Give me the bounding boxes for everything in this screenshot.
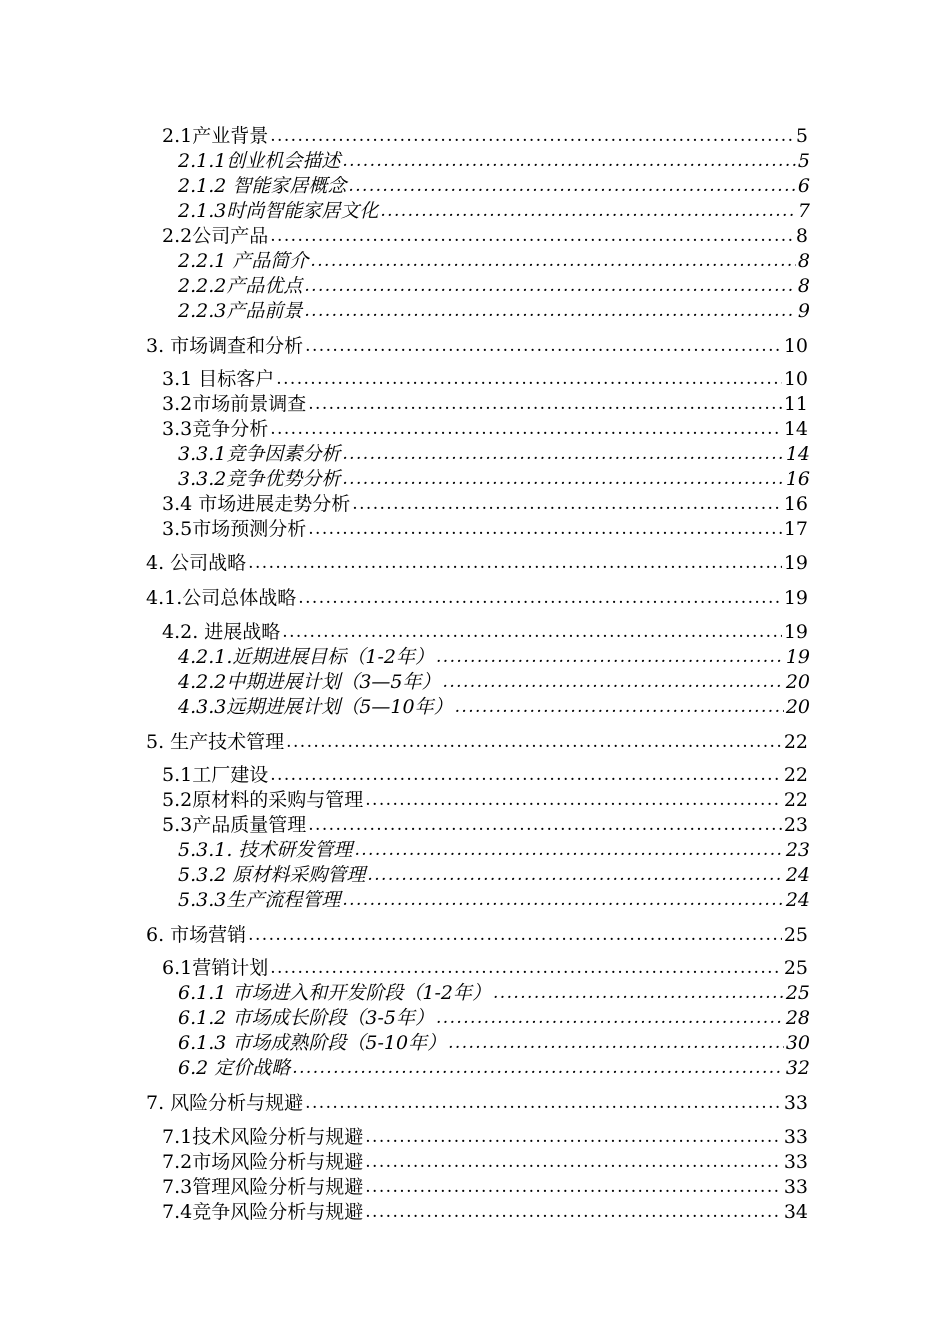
toc-entry[interactable] <box>178 838 810 862</box>
toc-page-number: 10 <box>783 335 808 357</box>
toc-entry-title: 7.2市场风险分析与规避 <box>162 1151 364 1173</box>
toc-entry[interactable] <box>162 763 808 787</box>
toc-page-number: 33 <box>783 1151 808 1173</box>
toc-entry[interactable] <box>162 1125 808 1149</box>
toc-page-number: 11 <box>783 393 808 415</box>
dot-leader <box>282 621 782 644</box>
toc-page-number: 19 <box>785 646 810 668</box>
toc-entry[interactable] <box>146 730 808 754</box>
dot-leader <box>308 814 782 837</box>
toc-entry[interactable] <box>178 249 810 273</box>
toc-page-number: 33 <box>783 1176 808 1198</box>
toc-page-number: 34 <box>783 1201 808 1223</box>
toc-entry[interactable] <box>146 551 808 575</box>
dot-leader <box>308 518 782 541</box>
toc-page-number: 6 <box>797 175 810 197</box>
toc-page-number: 8 <box>795 225 808 247</box>
toc-entry[interactable] <box>178 442 810 466</box>
toc-entry-title: 3.5市场预测分析 <box>162 518 307 540</box>
toc-page-number: 20 <box>785 671 810 693</box>
toc-entry-title: 2.2.3产品前景 <box>178 300 303 322</box>
toc-entry-title: 3.3.2竞争优势分析 <box>178 468 341 490</box>
toc-page-number: 19 <box>783 621 808 643</box>
toc-entry-title: 3.3.1竞争因素分析 <box>178 443 341 465</box>
dot-leader <box>342 889 783 912</box>
toc-entry[interactable] <box>178 863 810 887</box>
toc-page-number: 22 <box>783 764 808 786</box>
toc-entry-title: 5.1工厂建设 <box>162 764 269 786</box>
toc-page-number: 32 <box>785 1057 810 1079</box>
toc-entry[interactable] <box>162 620 808 644</box>
dot-leader <box>305 1092 782 1115</box>
toc-entry-title: 6.2 定价战略 <box>178 1057 291 1079</box>
toc-entry[interactable] <box>162 492 808 516</box>
toc-page-number: 17 <box>783 518 808 540</box>
toc-entry-title: 2.1.3时尚智能家居文化 <box>178 200 379 222</box>
toc-page-number: 33 <box>783 1092 808 1114</box>
toc-entry-title: 7.1技术风险分析与规避 <box>162 1126 364 1148</box>
toc-page-number: 23 <box>785 839 810 861</box>
toc-entry[interactable] <box>178 1056 810 1080</box>
toc-entry-title: 7. 风险分析与规避 <box>146 1092 304 1114</box>
toc-entry[interactable] <box>178 274 810 298</box>
toc-entry[interactable] <box>162 224 808 248</box>
dot-leader <box>305 335 782 358</box>
toc-entry[interactable] <box>162 392 808 416</box>
toc-page-number: 10 <box>783 368 808 390</box>
dot-leader <box>270 764 782 787</box>
dot-leader <box>367 864 783 887</box>
dot-leader <box>276 368 782 391</box>
toc-entry-title: 3.4 市场进展走势分析 <box>162 493 351 515</box>
dot-leader <box>342 443 783 466</box>
toc-entry-title: 6.1营销计划 <box>162 957 269 979</box>
toc-page-number: 19 <box>783 587 808 609</box>
toc-page-number: 25 <box>783 957 808 979</box>
dot-leader <box>365 1126 782 1149</box>
toc-page-number: 22 <box>783 789 808 811</box>
toc-entry[interactable] <box>146 923 808 947</box>
toc-page-number: 23 <box>783 814 808 836</box>
toc-entry[interactable] <box>146 586 808 610</box>
toc-entry[interactable] <box>178 670 810 694</box>
toc-page-number: 19 <box>783 552 808 574</box>
dot-leader <box>493 982 784 1005</box>
toc-entry-title: 5. 生产技术管理 <box>146 731 285 753</box>
toc-entry-title: 4. 公司战略 <box>146 552 247 574</box>
dot-leader <box>365 1201 782 1224</box>
toc-entry[interactable] <box>162 367 808 391</box>
toc-page-number: 25 <box>783 924 808 946</box>
toc-entry-title: 6.1.1 市场进入和开发阶段（1-2年） <box>178 982 491 1004</box>
toc-page-number: 33 <box>783 1126 808 1148</box>
toc-entry-title: 4.2. 进展战略 <box>162 621 281 643</box>
toc-entry-title: 3.1 目标客户 <box>162 368 275 390</box>
toc-entry[interactable] <box>178 1031 810 1055</box>
toc-entry[interactable] <box>178 888 810 912</box>
dot-leader <box>352 493 782 516</box>
dot-leader <box>270 125 794 148</box>
dot-leader <box>342 468 783 491</box>
toc-page-number: 25 <box>785 982 810 1004</box>
toc-page-number: 30 <box>785 1032 810 1054</box>
dot-leader <box>365 1151 782 1174</box>
toc-entry[interactable] <box>178 645 810 669</box>
toc-page-number: 8 <box>797 250 810 272</box>
toc-entry-title: 4.3.3远期进展计划（5—10年） <box>178 696 453 718</box>
toc-page-number: 8 <box>797 275 810 297</box>
dot-leader <box>270 225 794 248</box>
dot-leader <box>365 1176 782 1199</box>
toc-entry[interactable] <box>178 981 810 1005</box>
toc-entry[interactable] <box>178 149 810 173</box>
toc-entry[interactable] <box>162 417 808 441</box>
dot-leader <box>248 552 782 575</box>
toc-page-number: 14 <box>783 418 808 440</box>
dot-leader <box>270 418 782 441</box>
toc-entry-title: 2.1.1创业机会描述 <box>178 150 341 172</box>
dot-leader <box>298 587 782 610</box>
toc-entry[interactable] <box>162 124 808 148</box>
toc-entry[interactable] <box>162 788 808 812</box>
toc-entry-title: 5.3.2 原材料采购管理 <box>178 864 366 886</box>
dot-leader <box>270 957 782 980</box>
toc-entry[interactable] <box>146 1091 808 1115</box>
dot-leader <box>248 924 782 947</box>
toc-page-number: 24 <box>785 889 810 911</box>
dot-leader <box>380 200 796 223</box>
toc-entry-title: 7.3管理风险分析与规避 <box>162 1176 364 1198</box>
toc-page-number: 16 <box>785 468 810 490</box>
toc-page-number: 14 <box>785 443 810 465</box>
toc-page-number: 24 <box>785 864 810 886</box>
toc-entry-title: 2.1.2 智能家居概念 <box>178 175 347 197</box>
dot-leader <box>365 789 782 812</box>
toc-page-number: 7 <box>797 200 810 222</box>
toc-entry-title: 2.2.1 产品简介 <box>178 250 309 272</box>
toc-entry[interactable] <box>162 1200 808 1224</box>
dot-leader <box>443 671 784 694</box>
toc-entry[interactable] <box>162 1150 808 1174</box>
toc-entry-title: 2.2公司产品 <box>162 225 269 247</box>
toc-entry-title: 6.1.2 市场成长阶段（3-5年） <box>178 1007 434 1029</box>
toc-entry-title: 5.3.1. 技术研发管理 <box>178 839 353 861</box>
toc-entry-title: 3.3竞争分析 <box>162 418 269 440</box>
dot-leader <box>304 275 796 298</box>
dot-leader <box>455 696 784 719</box>
dot-leader <box>342 150 796 173</box>
toc-entry[interactable] <box>178 1006 810 1030</box>
toc-entry-title: 7.4竞争风险分析与规避 <box>162 1201 364 1223</box>
toc-entry[interactable] <box>162 517 808 541</box>
toc-entry-title: 4.1.公司总体战略 <box>146 587 297 609</box>
toc-page-number: 9 <box>797 300 810 322</box>
toc-entry-title: 6.1.3 市场成熟阶段（5-10年） <box>178 1032 447 1054</box>
toc-page-number: 22 <box>783 731 808 753</box>
toc-page-number: 16 <box>783 493 808 515</box>
toc-page-number: 28 <box>785 1007 810 1029</box>
dot-leader <box>308 393 782 416</box>
dot-leader <box>448 1032 784 1055</box>
toc-entry-title: 3. 市场调查和分析 <box>146 335 304 357</box>
toc-entry[interactable] <box>178 695 810 719</box>
toc-page-number: 5 <box>795 125 808 147</box>
toc-entry-title: 6. 市场营销 <box>146 924 247 946</box>
toc-entry[interactable] <box>178 174 810 198</box>
toc-entry-title: 2.1产业背景 <box>162 125 269 147</box>
toc-entry-title: 2.2.2产品优点 <box>178 275 303 297</box>
toc-page-number: 5 <box>797 150 810 172</box>
toc-entry-title: 4.2.1.近期进展目标（1-2年） <box>178 646 434 668</box>
dot-leader <box>354 839 783 862</box>
toc-entry[interactable] <box>178 467 810 491</box>
toc-page-number: 20 <box>785 696 810 718</box>
toc-entry[interactable] <box>178 299 810 323</box>
toc-entry[interactable] <box>146 334 808 358</box>
toc-entry-title: 5.2原材料的采购与管理 <box>162 789 364 811</box>
dot-leader <box>310 250 796 273</box>
dot-leader <box>348 175 796 198</box>
toc-entry[interactable] <box>178 199 810 223</box>
toc-entry-title: 5.3产品质量管理 <box>162 814 307 836</box>
toc-entry-title: 3.2市场前景调查 <box>162 393 307 415</box>
toc-entry[interactable] <box>162 813 808 837</box>
toc-entry-title: 4.2.2中期进展计划（3—5年） <box>178 671 441 693</box>
toc-entry[interactable] <box>162 1175 808 1199</box>
dot-leader <box>436 646 784 669</box>
toc-entry-title: 5.3.3生产流程管理 <box>178 889 341 911</box>
dot-leader <box>304 300 796 323</box>
toc-entry[interactable] <box>162 956 808 980</box>
dot-leader <box>436 1007 784 1030</box>
dot-leader <box>292 1057 784 1080</box>
dot-leader <box>286 731 782 754</box>
